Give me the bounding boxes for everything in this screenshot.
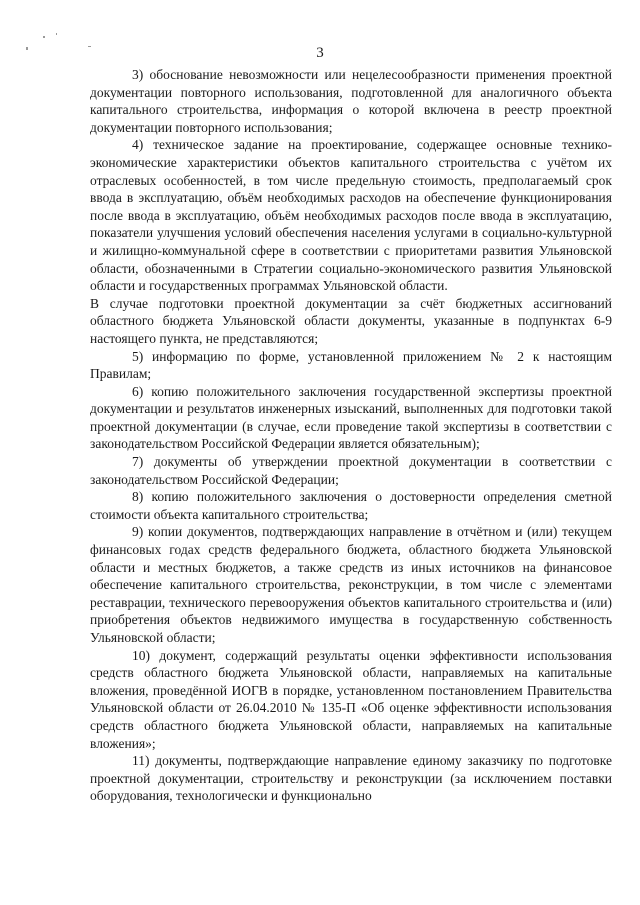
paragraph-item-6: 6) копию положительного заключения государственной экспертизы проектной документации и результатов инженерных изысканий, выполненных для подготовки такой проектной документации (в случае, если проведение такой экспертизы в соответствии с законодательством Российской Федерации является обязательным); xyxy=(90,383,612,452)
paragraph-item-3: 3) обоснование невозможности или нецелесообразности применения проектной документации повторного использования, подготовленной для аналогичного объекта капитального строительства, информация о которой включена в реестр проектной документации повторного использования; xyxy=(90,67,612,135)
scan-speck xyxy=(56,33,57,35)
paragraph-item-5: 5) информацию по форме, установленной приложением № 2 к настоящим Правилам; xyxy=(90,348,612,382)
paragraph-item-11: 11) документы, подтверждающие направление единому заказчику по подготовке проектной документации, строительству и реконструкции (за исключением поставки оборудования, технологически и функционально xyxy=(90,753,612,804)
paragraph-item-10: 10) документ, содержащий результаты оценки эффективности использования средств областного бюджета Ульяновской области, направляемых на капитальные вложения, проведённой ИОГВ в порядке, установленном постановлением Правительства Ульяновской области от 26.04.2010 № 135-П «Об оценке эффективности использования средств областного бюджета Ульяновской области, направляемых на капитальные вложения»; xyxy=(90,647,612,751)
scan-speck xyxy=(43,36,45,38)
paragraph-item-7: 7) документы об утверждении проектной документации в соответствии с законодательством Российской Федерации; xyxy=(90,454,612,487)
document-body xyxy=(90,66,612,805)
paragraph-item-4: 4) техническое задание на проектирование, содержащее основные технико-экономические характеристики объектов капитального строительства с учётом их отраслевых особенностей, в том числе предельную стоимость, предполагаемый срок ввода в эксплуатацию, объём необходимых расходов на обеспечение функционирования после ввода в эксплуатацию, объём необходимых расходов после ввода в эксплуатацию, показатели улучшения условий обеспечения населения услугами в социально-культурной и жилищно-коммунальной сфере в соответствии с приоритетами развития Ульяновской области, обозначенными в Стратегии социально-экономического развития Ульяновской области и государственных программах Ульяновской области. xyxy=(90,137,612,294)
paragraph-item-4-note: В случае подготовки проектной документации за счёт бюджетных ассигнований областного бюджета Ульяновской области документы, указанные в подпунктах 6-9 настоящего пункта, не представляются; xyxy=(90,295,612,346)
paragraph-item-8: 8) копию положительного заключения о достоверности определения сметной стоимости объекта капитального строительства; xyxy=(90,489,612,522)
page-number: 3 xyxy=(316,45,324,61)
paragraph-item-9: 9) копии документов, подтверждающих направление в отчётном и (или) текущем финансовых годах средств федерального бюджета, областного бюджета Ульяновской области и местных бюджетов, а также средств из иных источников на финансовое обеспечение капитального строительства, реконструкции, в том числе с элементами реставрации, технического перевооружения объектов капитального строительства и (или) приобретения объектов недвижимого имущества в государственную собственность Ульяновской области; xyxy=(90,524,612,645)
